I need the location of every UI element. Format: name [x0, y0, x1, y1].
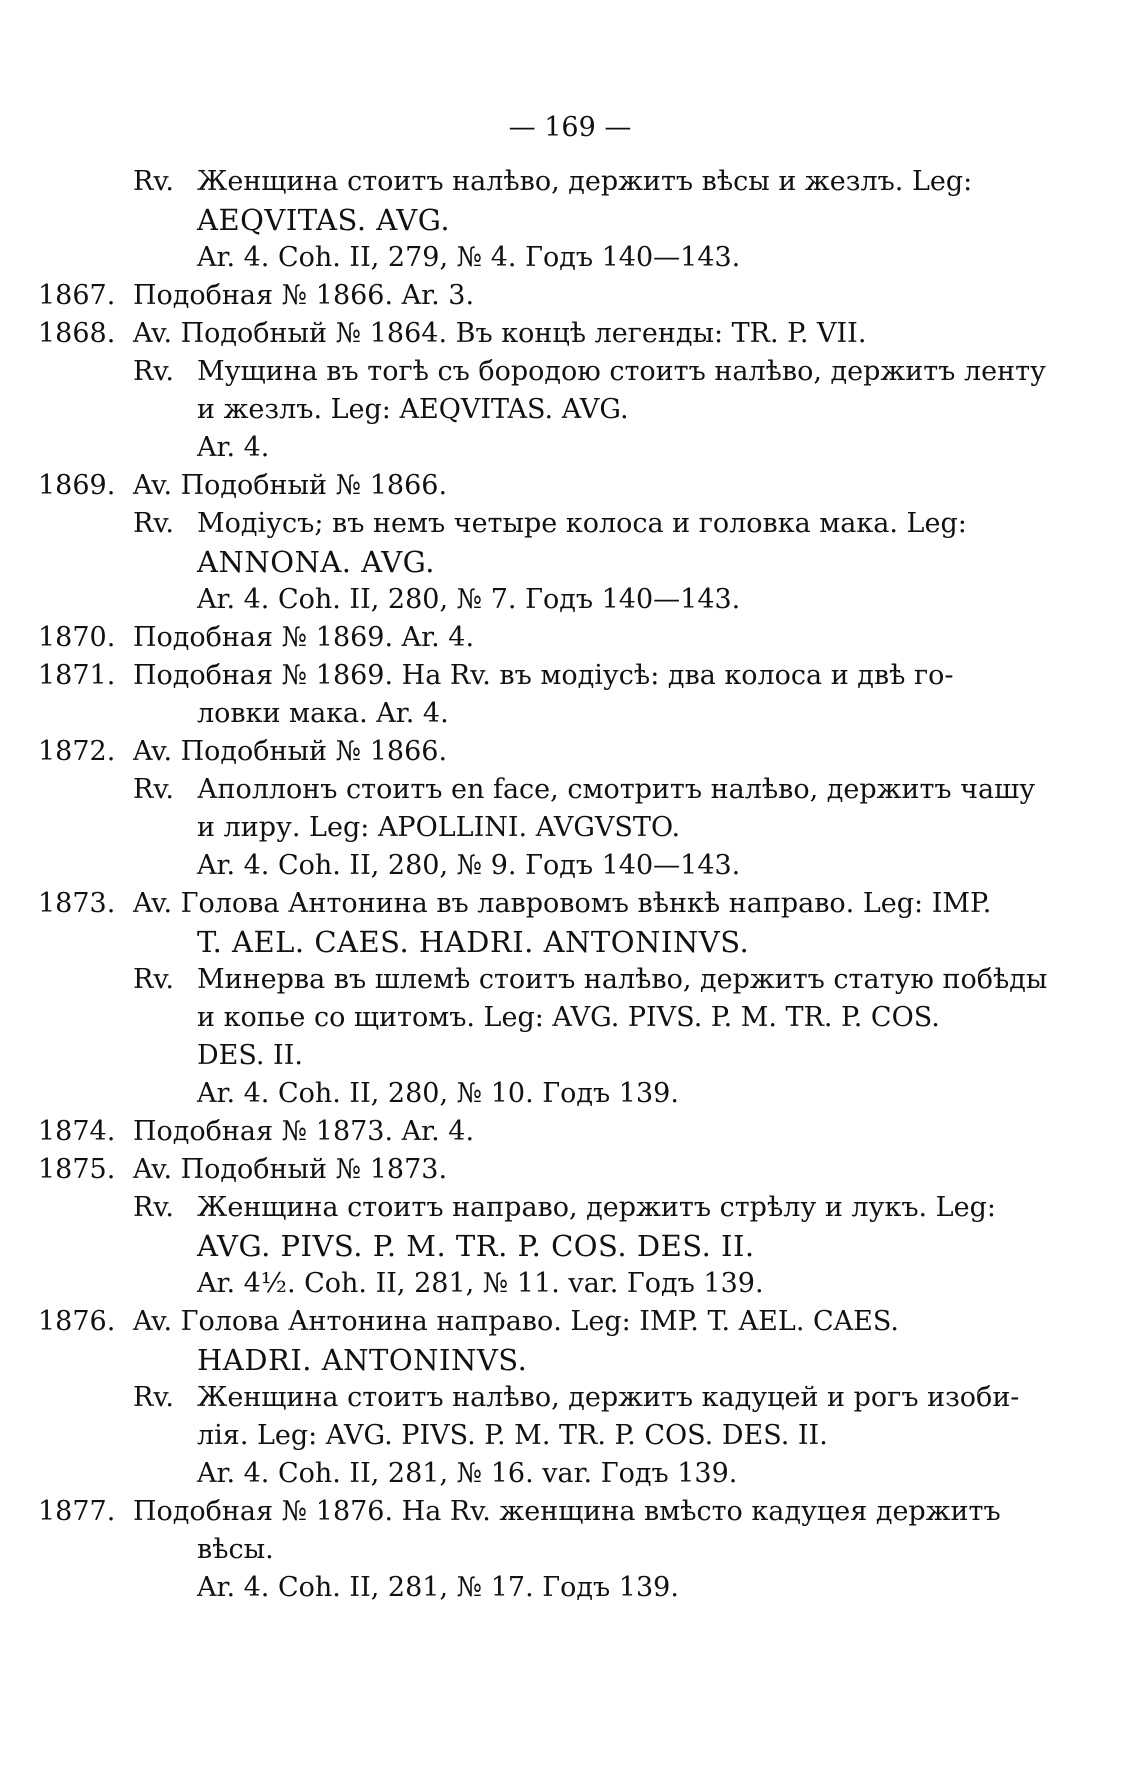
line-text: и жезлъ. Leg: AEQVITAS. AVG. — [197, 394, 629, 425]
text-line — [0, 390, 1140, 430]
entry-line — [0, 656, 1140, 696]
line-text: и копье со щитомъ. Leg: AVG. PIVS. P. M. TR. P. COS. — [197, 1002, 940, 1033]
reverse-label: Rv. — [133, 508, 174, 539]
line-text: лія. Leg: AVG. PIVS. P. M. TR. P. COS. DES. II. — [197, 1420, 828, 1451]
line-text: Av. Подобный № 1866. — [133, 470, 448, 501]
entry-line — [0, 1492, 1140, 1532]
reverse-label: Rv. — [133, 774, 174, 805]
catalog-reference: Ar. 4½. Coh. II, 281, № 11. var. Годъ 139. — [197, 1268, 764, 1299]
line-text: Av. Голова Антонина въ лавровомъ вѣнкѣ направо. Leg: IMP. — [133, 888, 992, 919]
text-line — [0, 238, 1140, 278]
page-number: — 169 — — [508, 112, 632, 143]
text-line — [0, 1530, 1140, 1570]
line-text: Av. Подобный № 1866. — [133, 736, 448, 767]
catalog-reference: Ar. 4. Coh. II, 281, № 16. var. Годъ 139. — [197, 1458, 738, 1489]
entry-line — [0, 1112, 1140, 1152]
legend-text: HADRI. ANTONINVS. — [197, 1343, 528, 1377]
catalog-reference: Ar. 4. Coh. II, 281, № 17. Годъ 139. — [197, 1572, 679, 1603]
entry-number: 1876. — [38, 1306, 116, 1337]
line-text: и лиру. Leg: APOLLINI. AVGVSTO. — [197, 812, 681, 843]
entry-number: 1871. — [38, 660, 116, 691]
line-text: Подобная № 1873. Ar. 4. — [133, 1116, 475, 1147]
legend-text: ANNONA. AVG. — [197, 545, 436, 579]
line-text: Женщина стоитъ направо, держитъ стрѣлу и лукъ. Leg: — [197, 1192, 996, 1223]
entry-number: 1873. — [38, 888, 116, 919]
text-line — [0, 162, 1140, 202]
text-line — [0, 808, 1140, 848]
catalog-reference: Ar. 4. Coh. II, 280, № 10. Годъ 139. — [197, 1078, 679, 1109]
text-line — [0, 1188, 1140, 1228]
reverse-label: Rv. — [133, 1192, 174, 1223]
line-text: Av. Подобный № 1873. — [133, 1154, 448, 1185]
entry-number: 1868. — [38, 318, 116, 349]
entry-number: 1870. — [38, 622, 116, 653]
text-line — [0, 1340, 1140, 1380]
catalog-reference: Ar. 4. Coh. II, 280, № 9. Годъ 140—143. — [197, 850, 741, 881]
text-line — [0, 1226, 1140, 1266]
entry-number: 1877. — [38, 1496, 116, 1527]
line-text: Женщина стоитъ налѣво, держитъ вѣсы и жезлъ. Leg: — [197, 166, 973, 197]
entry-number: 1872. — [38, 736, 116, 767]
text-line — [0, 846, 1140, 886]
line-text: Мущина въ тогѣ съ бородою стоитъ налѣво, держитъ ленту — [197, 356, 1046, 387]
legend-text: AVG. PIVS. P. M. TR. P. COS. DES. II. — [197, 1229, 755, 1263]
line-text: вѣсы. — [197, 1534, 274, 1565]
line-text: ловки мака. Ar. 4. — [197, 698, 449, 729]
text-line — [0, 504, 1140, 544]
entry-number: 1869. — [38, 470, 116, 501]
entry-line — [0, 732, 1140, 772]
entry-line — [0, 314, 1140, 354]
text-line — [0, 998, 1140, 1038]
text-line — [0, 1416, 1140, 1456]
line-text: Подобная № 1869. На Rv. въ модіусѣ: два колоса и двѣ го- — [133, 660, 954, 691]
line-text: Подобная № 1869. Ar. 4. — [133, 622, 475, 653]
line-text: Женщина стоитъ налѣво, держитъ кадуцей и рогъ изоби- — [197, 1382, 1020, 1413]
text-line — [0, 1264, 1140, 1304]
legend-text: AEQVITAS. AVG. — [197, 203, 451, 237]
line-text: Av. Голова Антонина направо. Leg: IMP. T. AEL. CAES. — [133, 1306, 899, 1337]
text-line — [0, 1568, 1140, 1608]
legend-text: T. AEL. CAES. HADRI. ANTONINVS. — [197, 925, 750, 959]
text-line — [0, 1074, 1140, 1114]
entry-line — [0, 884, 1140, 924]
line-text: Подобная № 1866. Ar. 3. — [133, 280, 475, 311]
text-line — [0, 694, 1140, 734]
entry-number: 1875. — [38, 1154, 116, 1185]
text-line — [0, 770, 1140, 810]
text-line — [0, 1036, 1140, 1076]
catalog-reference: Ar. 4. — [197, 432, 270, 463]
entry-number: 1874. — [38, 1116, 116, 1147]
reverse-label: Rv. — [133, 964, 174, 995]
text-line — [0, 960, 1140, 1000]
entry-line — [0, 1302, 1140, 1342]
text-line — [0, 352, 1140, 392]
text-line — [0, 1378, 1140, 1418]
line-text: Av. Подобный № 1864. Въ концѣ легенды: TR. P. VII. — [133, 318, 867, 349]
line-text: Минерва въ шлемѣ стоитъ налѣво, держитъ статую побѣды — [197, 964, 1048, 995]
reverse-label: Rv. — [133, 356, 174, 387]
text-line — [0, 428, 1140, 468]
entry-line — [0, 466, 1140, 506]
text-line — [0, 542, 1140, 582]
text-line — [0, 1454, 1140, 1494]
entry-line — [0, 618, 1140, 658]
entry-number: 1867. — [38, 280, 116, 311]
entry-line — [0, 276, 1140, 316]
catalog-reference: Ar. 4. Coh. II, 280, № 7. Годъ 140—143. — [197, 584, 741, 615]
line-text: Подобная № 1876. На Rv. женщина вмѣсто кадуцея держитъ — [133, 1496, 1001, 1527]
text-line — [0, 200, 1140, 240]
text-line — [0, 922, 1140, 962]
line-text: Модіусъ; въ немъ четыре колоса и головка мака. Leg: — [197, 508, 967, 539]
text-line — [0, 580, 1140, 620]
reverse-label: Rv. — [133, 1382, 174, 1413]
legend-text: DES. II. — [197, 1040, 303, 1071]
catalog-reference: Ar. 4. Coh. II, 279, № 4. Годъ 140—143. — [197, 242, 741, 273]
entry-line — [0, 1150, 1140, 1190]
reverse-label: Rv. — [133, 166, 174, 197]
line-text: Аполлонъ стоитъ en face, смотритъ налѣво, держитъ чашу — [197, 774, 1036, 805]
